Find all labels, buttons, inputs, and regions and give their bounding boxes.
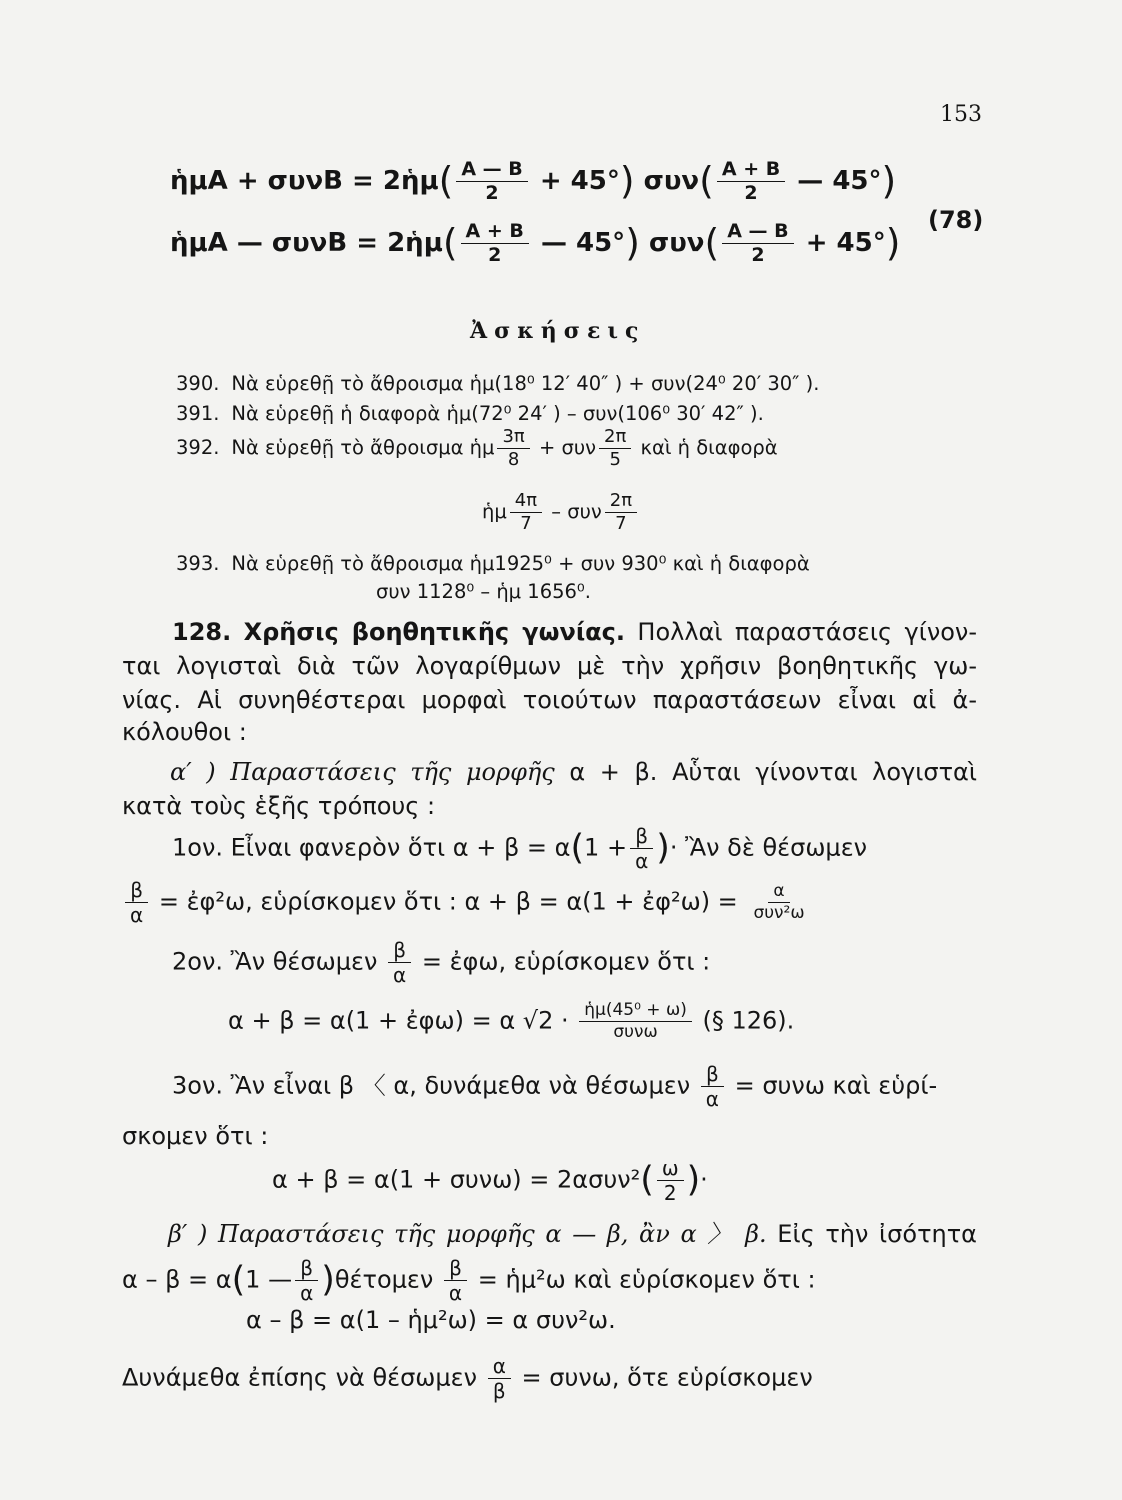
case-b-line2: α – β = α(1 — $\frac{\beta}{\alpha}$ )θέτομεν $\frac{\beta}{\alpha}$ = ἡμ²ω καὶ εὑρίσκομεν ὅτι :: [122, 1256, 816, 1305]
method-1-line: 1ον. Εἶναι φανερὸν ὅτι α + β = α(1 + $\frac{\beta}{\alpha}$ )· Ἂν δὲ θέσωμεν: [172, 824, 868, 873]
last-line: Δυνάμεθα ἐπίσης νὰ θέσωμεν $\frac{\alpha}{\beta}$ = συνω, ὅτε εὑρίσκομεν: [122, 1354, 813, 1403]
exercise-391: 391. Νὰ εὑρεθῇ ἡ διαφορὰ ἡμ(72⁰ 24′ ) – συν(106⁰ 30′ 42″ ).: [176, 402, 764, 425]
fraction: $\frac{A — B}{2}$: [456, 160, 527, 203]
paragraph-line: νίας. Αἱ συνηθέστεραι μορφαὶ τοιούτων παραστάσεων εἶναι αἱ ἀ-: [122, 686, 977, 714]
method-3-equation: α + β = α(1 + συνω) = 2ασυν²( $\frac{\omega}{2}$ )·: [272, 1156, 708, 1205]
paragraph-line: ται λογισταὶ διὰ τῶν λογαρίθμων μὲ τὴν χρῆσιν βοηθητικῆς γω-: [122, 652, 977, 680]
exercise-392-line2: ἡμ $\frac{4\pi}{7}$ – συν $\frac{2\pi}{7}$: [482, 492, 640, 533]
fraction: $\frac{A + B}{2}$: [717, 160, 785, 203]
formula-lhs: ἡμΑ — συνΒ = 2ἡμ: [170, 228, 443, 258]
exercises-heading: Ἀσκήσεις: [470, 318, 646, 344]
case-b-equation: α – β = α(1 – ἡμ²ω) = α συν²ω.: [246, 1306, 616, 1334]
method-2-line: 2ον. Ἂν θέσωμεν $\frac{\beta}{\alpha}$ = ἐφω, εὑρίσκομεν ὅτι :: [172, 938, 711, 987]
method-3-line: 3ον. Ἂν εἶναι β 〈 α, δυνάμεθα νὰ θέσωμεν $\frac{\beta}{\alpha}$ = συνω καὶ εὑρί-: [172, 1062, 938, 1111]
exercise-393-line2: συν 1128⁰ – ἡμ 1656⁰.: [376, 580, 591, 603]
section-title-line: 128. Χρῆσις βοηθητικῆς γωνίας. Πολλαὶ παραστάσεις γίνον-: [172, 618, 977, 646]
section-number: 128.: [172, 618, 232, 646]
case-b-line: β′ ) Παραστάσεις τῆς μορφῆς α — β, ἂν α 〉 β. Εἰς τὴν ἰσότητα: [168, 1220, 977, 1248]
section-title: Χρῆσις βοηθητικῆς γωνίας.: [243, 618, 626, 646]
method-1-line2: $\frac{\beta}{\alpha}$ = ἐφ²ω, εὑρίσκομεν ὅτι : α + β = α(1 + ἐφ²ω) = $\frac{\alpha}{\text{συν²ω}}$: [122, 880, 977, 925]
case-a-line2: κατὰ τοὺς ἑξῆς τρόπους :: [122, 792, 436, 820]
fraction: $\frac{A — B}{2}$: [722, 222, 793, 265]
method-3-line2: σκομεν ὅτι :: [122, 1122, 269, 1150]
case-a-line: α′ ) Παραστάσεις τῆς μορφῆς α + β. Αὗται γίνονται λογισταὶ: [170, 758, 977, 786]
page-number: 153: [940, 102, 982, 127]
fraction: $\frac{A + B}{2}$: [461, 222, 529, 265]
formula-lhs: ἡμΑ + συνΒ = 2ἡμ: [170, 166, 439, 196]
paragraph-line: κόλουθοι :: [122, 718, 247, 746]
exercise-392: 392. Νὰ εὑρεθῇ τὸ ἄθροισμα ἡμ $\frac{3\pi}{8}$ + συν $\frac{2\pi}{5}$ καὶ ἡ διαφορὰ: [176, 426, 778, 470]
exercise-390: 390. Νὰ εὑρεθῇ τὸ ἄθροισμα ἡμ(18⁰ 12′ 40″ ) + συν(24⁰ 20′ 30″ ).: [176, 372, 820, 395]
exercise-393: 393. Νὰ εὑρεθῇ τὸ ἄθροισμα ἡμ1925⁰ + συν 930⁰ καὶ ἡ διαφορὰ: [176, 552, 810, 575]
formula-sum-line: ἡμΑ + συνΒ = 2ἡμ( $\frac{A — B}{2}$ + 45°) συν( $\frac{A + B}{2}$ — 45°): [170, 158, 897, 204]
equation-number: (78): [928, 206, 984, 234]
method-2-equation: α + β = α(1 + ἐφω) = α √2 · $\frac{\text{ἡμ(45⁰ + ω)}}{\text{συνω}}$ (§ 126).: [228, 1000, 795, 1042]
formula-difference-line: ἡμΑ — συνΒ = 2ἡμ( $\frac{A + B}{2}$ — 45°) συν( $\frac{A — B}{2}$ + 45°): [170, 220, 901, 266]
